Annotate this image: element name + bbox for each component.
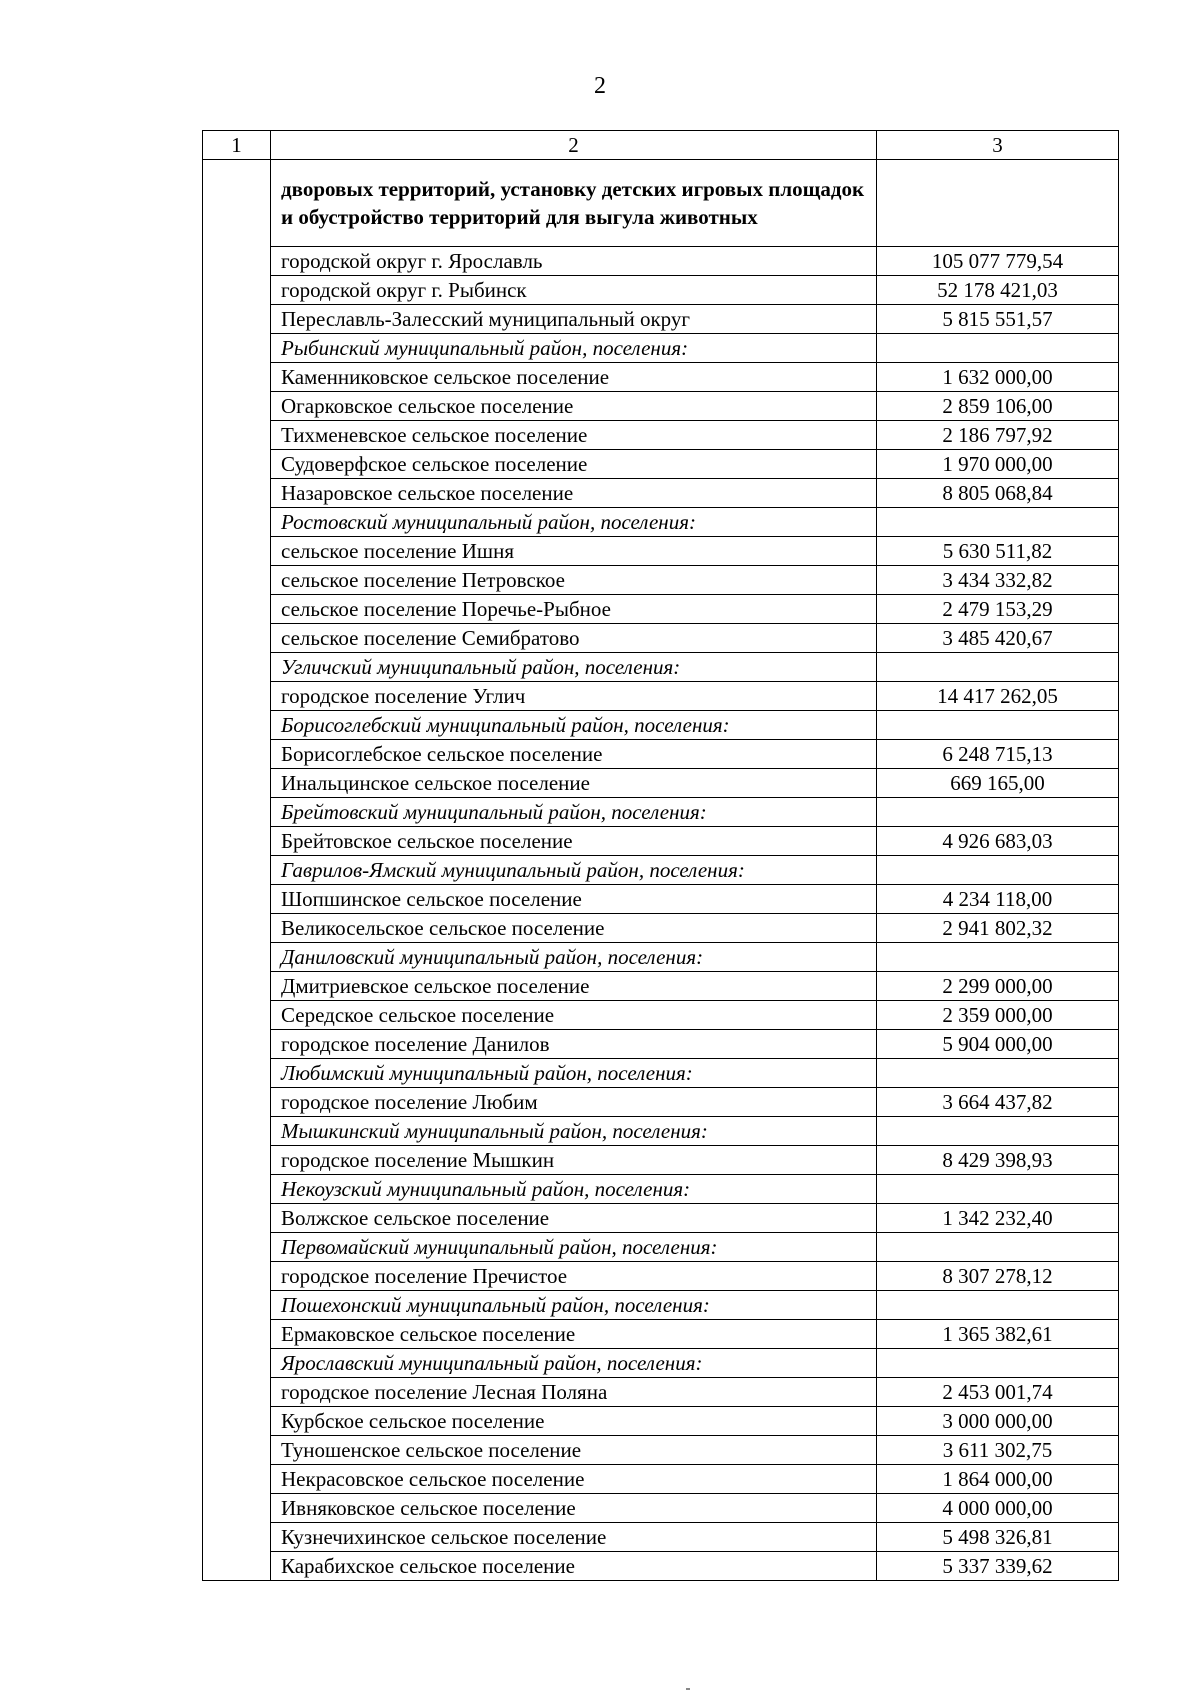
district-row xyxy=(203,1233,1119,1262)
scan-mark xyxy=(686,1688,690,1690)
district-name-cell: Ярославский муниципальный район, поселения: xyxy=(271,1349,877,1378)
index-cell xyxy=(203,537,271,566)
index-cell xyxy=(203,1030,271,1059)
table-row xyxy=(203,1146,1119,1175)
index-cell xyxy=(203,1146,271,1175)
amount-cell: 52 178 421,03 xyxy=(877,276,1119,305)
district-name-cell: Первомайский муниципальный район, поселения: xyxy=(271,1233,877,1262)
index-cell xyxy=(203,1117,271,1146)
amount-cell: 8 307 278,12 xyxy=(877,1262,1119,1291)
index-cell xyxy=(203,1001,271,1030)
amount-cell: 5 630 511,82 xyxy=(877,537,1119,566)
district-name-cell: Даниловский муниципальный район, поселения: xyxy=(271,943,877,972)
page-number: 2 xyxy=(594,73,606,99)
district-row xyxy=(203,653,1119,682)
index-cell xyxy=(203,1494,271,1523)
index-cell xyxy=(203,1552,271,1581)
municipality-name-cell: городское поселение Мышкин xyxy=(271,1146,877,1175)
municipality-name-cell: Инальцинское сельское поселение xyxy=(271,769,877,798)
table-row xyxy=(203,1204,1119,1233)
index-cell xyxy=(203,1262,271,1291)
table-row xyxy=(203,1378,1119,1407)
amount-cell: 105 077 779,54 xyxy=(877,247,1119,276)
table-row xyxy=(203,276,1119,305)
municipality-name-cell: Великосельское сельское поселение xyxy=(271,914,877,943)
amount-cell: 3 000 000,00 xyxy=(877,1407,1119,1436)
table-row xyxy=(203,769,1119,798)
municipality-name-cell: городское поселение Пречистое xyxy=(271,1262,877,1291)
district-row xyxy=(203,508,1119,537)
amount-cell xyxy=(877,943,1119,972)
district-name-cell: Брейтовский муниципальный район, поселения: xyxy=(271,798,877,827)
index-cell xyxy=(203,305,271,334)
district-name-cell: Любимский муниципальный район, поселения: xyxy=(271,1059,877,1088)
amount-cell: 669 165,00 xyxy=(877,769,1119,798)
table-row xyxy=(203,972,1119,1001)
header-cell-1: 1 xyxy=(203,131,271,160)
municipality-name-cell: Каменниковское сельское поселение xyxy=(271,363,877,392)
index-cell xyxy=(203,1523,271,1552)
index-cell xyxy=(203,450,271,479)
amount-cell xyxy=(877,856,1119,885)
table-row xyxy=(203,624,1119,653)
municipality-name-cell: Середское сельское поселение xyxy=(271,1001,877,1030)
amount-cell: 5 498 326,81 xyxy=(877,1523,1119,1552)
municipality-name-cell: Огарковское сельское поселение xyxy=(271,392,877,421)
table-row xyxy=(203,537,1119,566)
index-cell xyxy=(203,914,271,943)
header-cell-3: 3 xyxy=(877,131,1119,160)
amount-cell: 8 429 398,93 xyxy=(877,1146,1119,1175)
amount-cell: 4 000 000,00 xyxy=(877,1494,1119,1523)
index-cell xyxy=(203,943,271,972)
municipality-name-cell: Брейтовское сельское поселение xyxy=(271,827,877,856)
table-row xyxy=(203,885,1119,914)
municipality-name-cell: Карабихское сельское поселение xyxy=(271,1552,877,1581)
header-cell-2: 2 xyxy=(271,131,877,160)
index-cell xyxy=(203,566,271,595)
table-row xyxy=(203,1088,1119,1117)
index-cell xyxy=(203,1407,271,1436)
municipality-name-cell: Судоверфское сельское поселение xyxy=(271,450,877,479)
index-cell xyxy=(203,769,271,798)
municipality-name-cell: Дмитриевское сельское поселение xyxy=(271,972,877,1001)
amount-cell: 5 904 000,00 xyxy=(877,1030,1119,1059)
index-cell xyxy=(203,595,271,624)
municipality-name-cell: сельское поселение Поречье-Рыбное xyxy=(271,595,877,624)
district-name-cell: Мышкинский муниципальный район, поселения: xyxy=(271,1117,877,1146)
amount-cell: 2 479 153,29 xyxy=(877,595,1119,624)
municipality-name-cell: сельское поселение Петровское xyxy=(271,566,877,595)
amount-cell: 2 941 802,32 xyxy=(877,914,1119,943)
municipality-name-cell: Некрасовское сельское поселение xyxy=(271,1465,877,1494)
table-row xyxy=(203,392,1119,421)
municipality-name-cell: Назаровское сельское поселение xyxy=(271,479,877,508)
municipality-name-cell: городской округ г. Рыбинск xyxy=(271,276,877,305)
index-cell xyxy=(203,276,271,305)
amount-cell xyxy=(877,798,1119,827)
district-row xyxy=(203,1117,1119,1146)
district-name-cell: Рыбинский муниципальный район, поселения: xyxy=(271,334,877,363)
index-cell xyxy=(203,1088,271,1117)
amount-cell xyxy=(877,1117,1119,1146)
table-row xyxy=(203,1030,1119,1059)
table-row xyxy=(203,1523,1119,1552)
municipality-name-cell: сельское поселение Семибратово xyxy=(271,624,877,653)
amount-cell xyxy=(877,653,1119,682)
amount-cell: 6 248 715,13 xyxy=(877,740,1119,769)
amount-cell: 1 632 000,00 xyxy=(877,363,1119,392)
amount-cell xyxy=(877,711,1119,740)
amount-cell: 5 815 551,57 xyxy=(877,305,1119,334)
index-cell xyxy=(203,334,271,363)
district-row xyxy=(203,1059,1119,1088)
district-row xyxy=(203,798,1119,827)
index-cell xyxy=(203,1436,271,1465)
index-cell xyxy=(203,798,271,827)
index-cell xyxy=(203,363,271,392)
index-cell xyxy=(203,508,271,537)
municipality-name-cell: городской округ г. Ярославль xyxy=(271,247,877,276)
district-row xyxy=(203,711,1119,740)
amount-cell: 8 805 068,84 xyxy=(877,479,1119,508)
index-cell xyxy=(203,682,271,711)
district-row xyxy=(203,943,1119,972)
amount-cell xyxy=(877,1349,1119,1378)
municipality-name-cell: сельское поселение Ишня xyxy=(271,537,877,566)
index-cell xyxy=(203,1204,271,1233)
amount-cell xyxy=(877,160,1119,247)
district-name-cell: Некоузский муниципальный район, поселения: xyxy=(271,1175,877,1204)
table-row xyxy=(203,740,1119,769)
index-cell xyxy=(203,624,271,653)
header-row xyxy=(203,131,1119,160)
table-row xyxy=(203,1001,1119,1030)
amount-cell: 1 342 232,40 xyxy=(877,1204,1119,1233)
municipality-name-cell: Туношенское сельское поселение xyxy=(271,1436,877,1465)
amount-cell xyxy=(877,1059,1119,1088)
table-row xyxy=(203,421,1119,450)
district-name-cell: Пошехонский муниципальный район, поселения: xyxy=(271,1291,877,1320)
lead-text-cell: дворовых территорий, установку детских игровых площадок и обустройство территорий для выгула животных xyxy=(271,160,877,247)
amount-cell: 2 186 797,92 xyxy=(877,421,1119,450)
district-row xyxy=(203,1175,1119,1204)
table-row xyxy=(203,479,1119,508)
district-name-cell: Ростовский муниципальный район, поселения: xyxy=(271,508,877,537)
table-row xyxy=(203,1320,1119,1349)
amount-cell: 2 299 000,00 xyxy=(877,972,1119,1001)
municipality-name-cell: Ермаковское сельское поселение xyxy=(271,1320,877,1349)
district-row xyxy=(203,1349,1119,1378)
table-row xyxy=(203,247,1119,276)
district-row xyxy=(203,334,1119,363)
amount-cell xyxy=(877,508,1119,537)
index-cell xyxy=(203,1378,271,1407)
index-cell xyxy=(203,1059,271,1088)
amount-cell: 3 664 437,82 xyxy=(877,1088,1119,1117)
table-row xyxy=(203,1262,1119,1291)
municipality-name-cell: городское поселение Лесная Поляна xyxy=(271,1378,877,1407)
index-cell xyxy=(203,160,271,247)
index-cell xyxy=(203,479,271,508)
amount-cell xyxy=(877,1291,1119,1320)
municipality-name-cell: городское поселение Углич xyxy=(271,682,877,711)
table-row xyxy=(203,305,1119,334)
amount-cell: 14 417 262,05 xyxy=(877,682,1119,711)
index-cell xyxy=(203,711,271,740)
amount-cell: 5 337 339,62 xyxy=(877,1552,1119,1581)
index-cell xyxy=(203,1233,271,1262)
allocation-table xyxy=(202,130,1119,1581)
district-name-cell: Борисоглебский муниципальный район, поселения: xyxy=(271,711,877,740)
amount-cell: 4 234 118,00 xyxy=(877,885,1119,914)
table-row xyxy=(203,363,1119,392)
index-cell xyxy=(203,1320,271,1349)
amount-cell: 3 434 332,82 xyxy=(877,566,1119,595)
index-cell xyxy=(203,885,271,914)
municipality-name-cell: городское поселение Данилов xyxy=(271,1030,877,1059)
table-row xyxy=(203,1494,1119,1523)
municipality-name-cell: Волжское сельское поселение xyxy=(271,1204,877,1233)
index-cell xyxy=(203,421,271,450)
municipality-name-cell: городское поселение Любим xyxy=(271,1088,877,1117)
index-cell xyxy=(203,392,271,421)
amount-cell: 2 453 001,74 xyxy=(877,1378,1119,1407)
district-name-cell: Угличский муниципальный район, поселения: xyxy=(271,653,877,682)
index-cell xyxy=(203,247,271,276)
district-row xyxy=(203,1291,1119,1320)
amount-cell: 2 359 000,00 xyxy=(877,1001,1119,1030)
amount-cell: 2 859 106,00 xyxy=(877,392,1119,421)
table-row xyxy=(203,1552,1119,1581)
municipality-name-cell: Курбское сельское поселение xyxy=(271,1407,877,1436)
index-cell xyxy=(203,827,271,856)
table-row xyxy=(203,595,1119,624)
district-name-cell: Гаврилов-Ямский муниципальный район, поселения: xyxy=(271,856,877,885)
municipality-name-cell: Переславль-Залесский муниципальный округ xyxy=(271,305,877,334)
lead-row xyxy=(203,160,1119,247)
index-cell xyxy=(203,1349,271,1378)
amount-cell: 3 611 302,75 xyxy=(877,1436,1119,1465)
table-row xyxy=(203,1436,1119,1465)
table-row xyxy=(203,1465,1119,1494)
index-cell xyxy=(203,1175,271,1204)
table-row xyxy=(203,1407,1119,1436)
amount-cell xyxy=(877,334,1119,363)
amount-cell xyxy=(877,1175,1119,1204)
table-row xyxy=(203,827,1119,856)
index-cell xyxy=(203,740,271,769)
amount-cell: 4 926 683,03 xyxy=(877,827,1119,856)
municipality-name-cell: Борисоглебское сельское поселение xyxy=(271,740,877,769)
table-row xyxy=(203,682,1119,711)
amount-cell: 3 485 420,67 xyxy=(877,624,1119,653)
table-row xyxy=(203,914,1119,943)
municipality-name-cell: Кузнечихинское сельское поселение xyxy=(271,1523,877,1552)
district-row xyxy=(203,856,1119,885)
table-row xyxy=(203,450,1119,479)
municipality-name-cell: Ивняковское сельское поселение xyxy=(271,1494,877,1523)
amount-cell xyxy=(877,1233,1119,1262)
municipality-name-cell: Шопшинское сельское поселение xyxy=(271,885,877,914)
amount-cell: 1 864 000,00 xyxy=(877,1465,1119,1494)
index-cell xyxy=(203,653,271,682)
index-cell xyxy=(203,972,271,1001)
municipality-name-cell: Тихменевское сельское поселение xyxy=(271,421,877,450)
index-cell xyxy=(203,856,271,885)
table-row xyxy=(203,566,1119,595)
index-cell xyxy=(203,1291,271,1320)
amount-cell: 1 365 382,61 xyxy=(877,1320,1119,1349)
amount-cell: 1 970 000,00 xyxy=(877,450,1119,479)
index-cell xyxy=(203,1465,271,1494)
